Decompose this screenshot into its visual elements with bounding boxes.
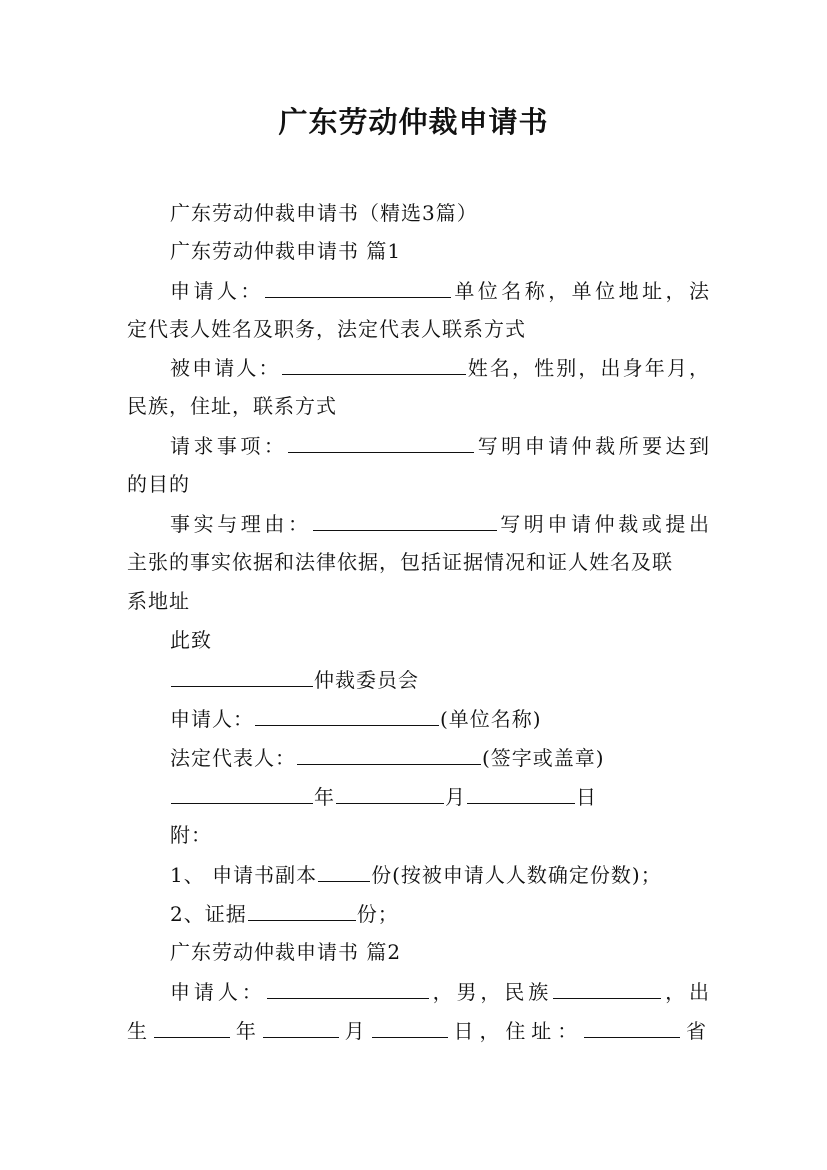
respondent-label: 被申请人： [170, 356, 281, 380]
birth-month-blank [263, 1017, 339, 1038]
province-blank [584, 1017, 680, 1038]
applicant-blank [265, 277, 451, 298]
facts-line-cont2: 系地址 [127, 589, 190, 613]
part2-applicant-label: 申请人： [170, 980, 266, 1004]
salutation: 此致 [170, 628, 212, 652]
evidence-blank [248, 900, 356, 921]
part2-sep1: ，男，民族 [429, 980, 553, 1004]
year-blank [171, 783, 313, 804]
part2-end: ，出 [662, 980, 711, 1004]
birth-day-blank [372, 1017, 448, 1038]
birth-month-label: 月 [339, 1019, 371, 1043]
respondent-line-cont: 民族，住址，联系方式 [127, 394, 337, 418]
facts-label: 事实与理由： [170, 512, 312, 536]
sign-rep-blank [297, 744, 481, 765]
ethnicity-blank [553, 978, 661, 999]
day-blank [467, 783, 575, 804]
month-label: 月 [445, 785, 466, 809]
attach-item-1 [170, 861, 710, 888]
sign-rep-line [170, 744, 710, 771]
birth-start: 生 [127, 1019, 153, 1043]
claims-text: 写明申请仲裁所要达到 [475, 434, 711, 458]
intro-line: 广东劳动仲裁申请书（精选3篇） [170, 201, 478, 225]
facts-blank [313, 510, 497, 531]
claims-blank [288, 432, 474, 453]
attach-item-1-prefix: 1、 申请书副本 [170, 863, 318, 887]
part2-applicant-line [170, 978, 710, 1005]
copies-blank [318, 861, 370, 882]
attach-label: 附： [170, 823, 212, 847]
facts-line-cont: 主张的事实依据和法律依据，包括证据情况和证人姓名及联 [127, 550, 673, 574]
day-label: 日 [576, 785, 597, 809]
respondent-text: 姓名，性别，出身年月， [466, 356, 710, 380]
committee-blank [171, 666, 313, 687]
attach-item-1-suffix: 份(按被申请人人数确定份数)； [371, 863, 662, 887]
facts-line [170, 510, 710, 537]
applicant-line [170, 277, 710, 304]
part2-applicant-blank [267, 978, 429, 999]
province-label: 省 [681, 1019, 708, 1043]
sign-applicant-line [170, 705, 710, 732]
claims-line [170, 432, 710, 459]
facts-text: 写明申请仲裁或提出 [497, 512, 711, 536]
applicant-line-cont: 定代表人姓名及职务，法定代表人联系方式 [127, 317, 526, 341]
claims-line-cont: 的目的 [127, 472, 190, 496]
part2-heading: 广东劳动仲裁申请书 篇2 [170, 940, 402, 964]
respondent-blank [282, 354, 466, 375]
sign-applicant-note: (单位名称) [440, 707, 542, 731]
committee-label: 仲裁委员会 [314, 668, 419, 692]
attach-item-2-suffix: 份； [356, 902, 399, 926]
year-label: 年 [314, 785, 335, 809]
committee-line [170, 666, 710, 693]
sign-rep-note: (签字或盖章) [482, 746, 605, 770]
part2-birth-line [127, 1017, 707, 1044]
birth-year-label: 年 [230, 1019, 262, 1043]
respondent-line [170, 354, 710, 381]
sign-applicant-blank [255, 705, 439, 726]
attach-item-2-prefix: 2、证据 [170, 902, 247, 926]
applicant-text: 单位名称，单位地址，法 [451, 279, 711, 303]
sign-rep-label: 法定代表人： [170, 746, 296, 770]
date-line [170, 783, 710, 810]
month-blank [336, 783, 444, 804]
birth-year-blank [154, 1017, 230, 1038]
attach-item-2 [170, 900, 710, 927]
part1-heading: 广东劳动仲裁申请书 篇1 [170, 239, 402, 263]
document-title: 广东劳动仲裁申请书 [278, 105, 549, 139]
birth-day-label: 日，住址： [448, 1019, 584, 1043]
sign-applicant-label: 申请人： [170, 707, 254, 731]
claims-label: 请求事项： [170, 434, 288, 458]
applicant-label: 申请人： [170, 279, 264, 303]
